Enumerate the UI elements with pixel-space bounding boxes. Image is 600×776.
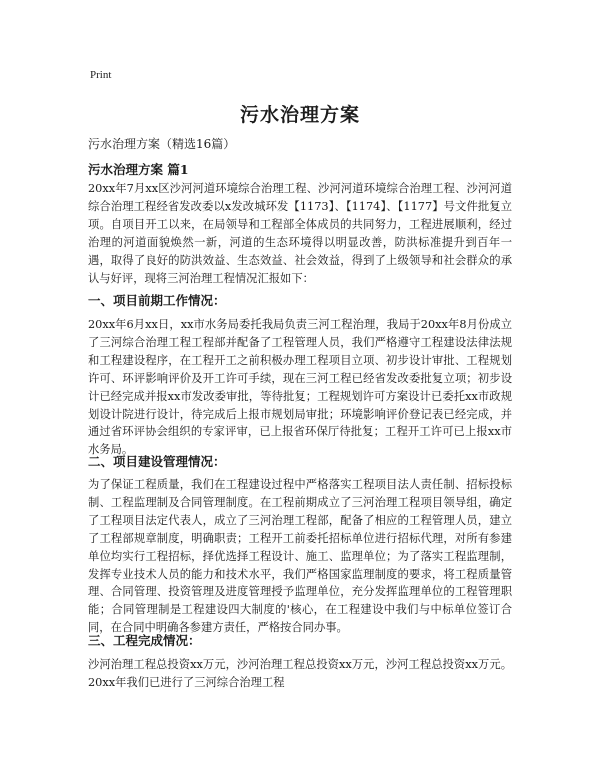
- section-body-2: 为了保证工程质量，我们在工程建设过程中严格落实工程项目法人责任制、招标投标制、工程监理制及合同管理制度。在工程前期成立了三河治理工程项目领导组，确定了工程项目法定代表人，成立了三河治理工程部，配备了相应的工程管理人员，建立了工程部规章制度，明确职责；工程开工前委托招标单位进行招标代理，对所有参建单位均实行工程招标，择优选择工程设计、施工、监理单位；为了落实工程监理制，发挥专业技术人员的能力和技术水平，我们严格国家监理制度的要求，将工程质量管理、合同管理、投资管理及进度管理授予监理单位，充分发挥监理单位的工程管理职能；合同管理制是工程建设四大制度的'核心，在工程建设中我们与中标单位签订合同，在合同中明确各参建方责任，严格按合同办事。: [88, 478, 512, 635]
- section-body-1: 20xx年6月xx日，xx市水务局委托我局负责三河工程治理，我局于20xx年8月份成立了三河综合治理工程工程部并配备了工程管理人员，我们严格遵守工程建设法律法规和工程建设程序，在工程开工之前积极办理工程项目立项、初步设计审批、工程规划许可、环评影响评价及开工许可手续，现在三河工程已经省发改委批复立项；初步设计已经完成并报xx市发改委审批，等待批复；工程规划许可方案设计已委托xx市政规划设计院进行设计，待完成后上报市规划局审批；环境影响评价登记表已经完成，并通过省环评协会组织的专家评审，已上报省环保厅待批复；工程开工许可已上报xx市水务局。: [88, 318, 512, 457]
- section-heading-2: 二、项目建设管理情况：: [88, 454, 226, 469]
- section-body-3: 沙河治理工程总投资xx万元，沙河治理工程总投资xx万元，沙河工程总投资xx万元。20xx年我们已进行了三河综合治理工程: [88, 658, 512, 689]
- print-label: Print: [90, 69, 112, 81]
- section-heading-3: 三、工程完成情况：: [88, 633, 201, 648]
- intro-paragraph: 20xx年7月xx区沙河河道环境综合治理工程、沙河河道环境综合治理工程、沙河河道综合治理工程经省发改委以x发改城环发【1173】、【1174】、【1177】号文件批复立项。自项目开工以来，在局领导和工程部全体成员的共同努力，工程进展顺利，经过治理的河道面貌焕然一新，河道的生态环境得以明显改善，防洪标准提升到百年一遇，取得了良好的防洪效益、生态效益、社会效益，得到了上级领导和社会群众的承认与好评，现将三河治理工程情况汇报如下：: [88, 182, 512, 285]
- section-heading-1: 一、项目前期工作情况：: [88, 293, 226, 308]
- article-heading: 污水治理方案 篇1: [88, 162, 189, 177]
- document-subtitle: 污水治理方案（精选16篇）: [88, 137, 236, 151]
- document-title: 污水治理方案: [239, 104, 360, 126]
